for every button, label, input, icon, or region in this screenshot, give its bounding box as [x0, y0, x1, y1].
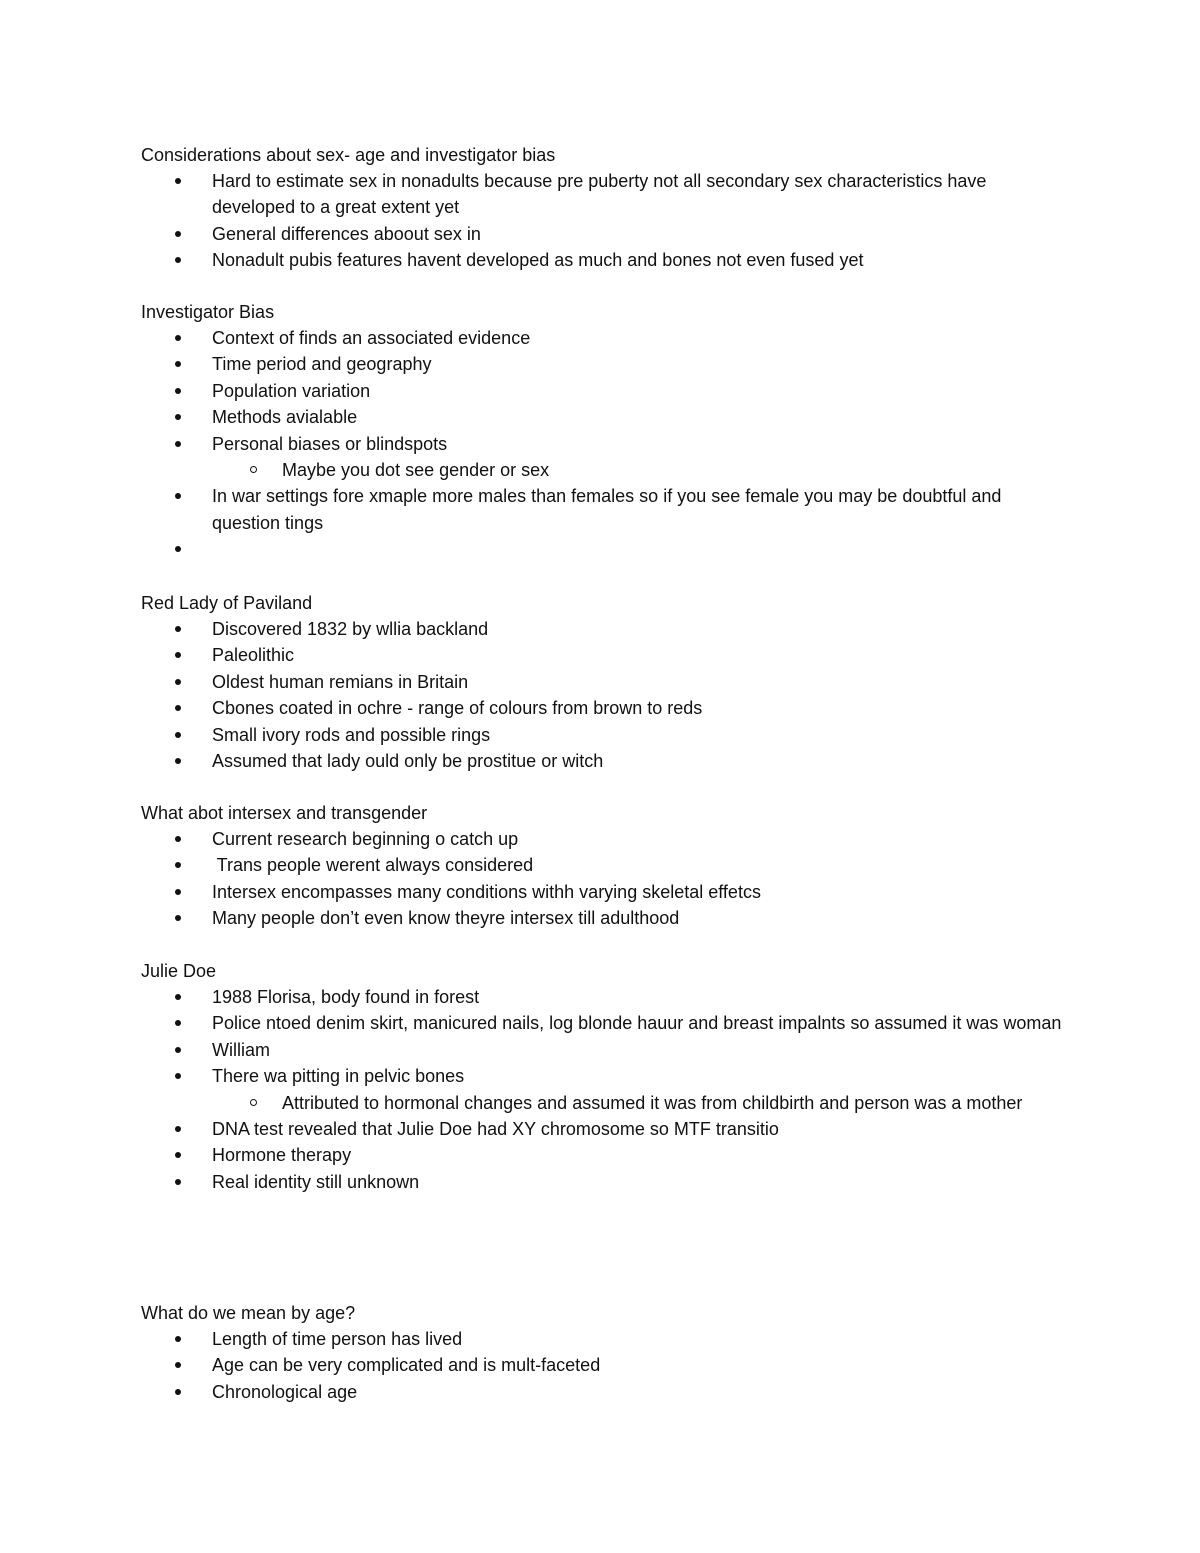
section-age [141, 1300, 1071, 1405]
list-item: Discovered 1832 by wllia backland [141, 616, 1071, 642]
list-item: William [141, 1037, 1071, 1063]
list-item: Many people don’t even know theyre intersex till adulthood [141, 905, 1071, 931]
list-item: Trans people werent always considered [141, 852, 1071, 878]
section-investigator-bias [141, 299, 1071, 563]
bullet-list [141, 325, 1071, 563]
list-item: Hormone therapy [141, 1142, 1071, 1168]
list-item: Small ivory rods and possible rings [141, 722, 1071, 748]
section-sex-age-bias [141, 142, 1071, 274]
list-item [141, 431, 1071, 484]
section-intersex-transgender [141, 800, 1071, 932]
bullet-list [141, 826, 1071, 932]
list-item: Population variation [141, 378, 1071, 404]
sub-bullet-list [141, 1090, 1071, 1116]
bullet-list [141, 168, 1071, 274]
section-heading: Julie Doe [141, 961, 217, 981]
section-julie-doe [141, 958, 1071, 1195]
section-red-lady-paviland [141, 590, 1071, 774]
list-item: Current research beginning o catch up [141, 826, 1071, 852]
list-item: Police ntoed denim skirt, manicured nails, log blonde hauur and breast impalnts so assumed it was woman [141, 1010, 1071, 1036]
sub-bullet-list [141, 457, 1071, 483]
list-item: 1988 Florisa, body found in forest [141, 984, 1071, 1010]
sub-list-item: Maybe you dot see gender or sex [141, 457, 1071, 483]
list-item: Hard to estimate sex in nonadults because pre puberty not all secondary sex characteristics have developed to a great extent yet [141, 168, 1071, 221]
list-item: In war settings fore xmaple more males than females so if you see female you may be doubtful and question tings [141, 483, 1071, 536]
section-heading: What do we mean by age? [141, 1303, 356, 1323]
list-item: DNA test revealed that Julie Doe had XY chromosome so MTF transitio [141, 1116, 1071, 1142]
list-item: Context of finds an associated evidence [141, 325, 1071, 351]
list-item: Paleolithic [141, 642, 1071, 668]
bullet-list [141, 1326, 1071, 1405]
list-item: Time period and geography [141, 351, 1071, 377]
list-item: Oldest human remians in Britain [141, 669, 1071, 695]
bullet-list [141, 616, 1071, 774]
sub-list-item: Attributed to hormonal changes and assumed it was from childbirth and person was a mother [141, 1090, 1071, 1116]
section-heading: What abot intersex and transgender [141, 803, 428, 823]
list-item: Real identity still unknown [141, 1169, 1071, 1195]
list-item: Chronological age [141, 1379, 1071, 1405]
list-item: Length of time person has lived [141, 1326, 1071, 1352]
list-item: Assumed that lady ould only be prostitue or witch [141, 748, 1071, 774]
list-item: Nonadult pubis features havent developed as much and bones not even fused yet [141, 247, 1071, 273]
section-heading: Red Lady of Paviland [141, 593, 313, 613]
list-item: Methods avialable [141, 404, 1071, 430]
list-item-empty [141, 536, 1071, 562]
list-item: Age can be very complicated and is mult-faceted [141, 1352, 1071, 1378]
list-item-text: Personal biases or blindspots [212, 433, 448, 454]
bullet-list [141, 984, 1071, 1195]
list-item-text: There wa pitting in pelvic bones [212, 1066, 465, 1087]
list-item: General differences aboout sex in [141, 221, 1071, 247]
section-heading: Considerations about sex- age and investigator bias [141, 145, 556, 165]
list-item [141, 1063, 1071, 1116]
list-item: Cbones coated in ochre - range of colours from brown to reds [141, 695, 1071, 721]
list-item: Intersex encompasses many conditions withh varying skeletal effetcs [141, 879, 1071, 905]
section-heading: Investigator Bias [141, 302, 275, 322]
